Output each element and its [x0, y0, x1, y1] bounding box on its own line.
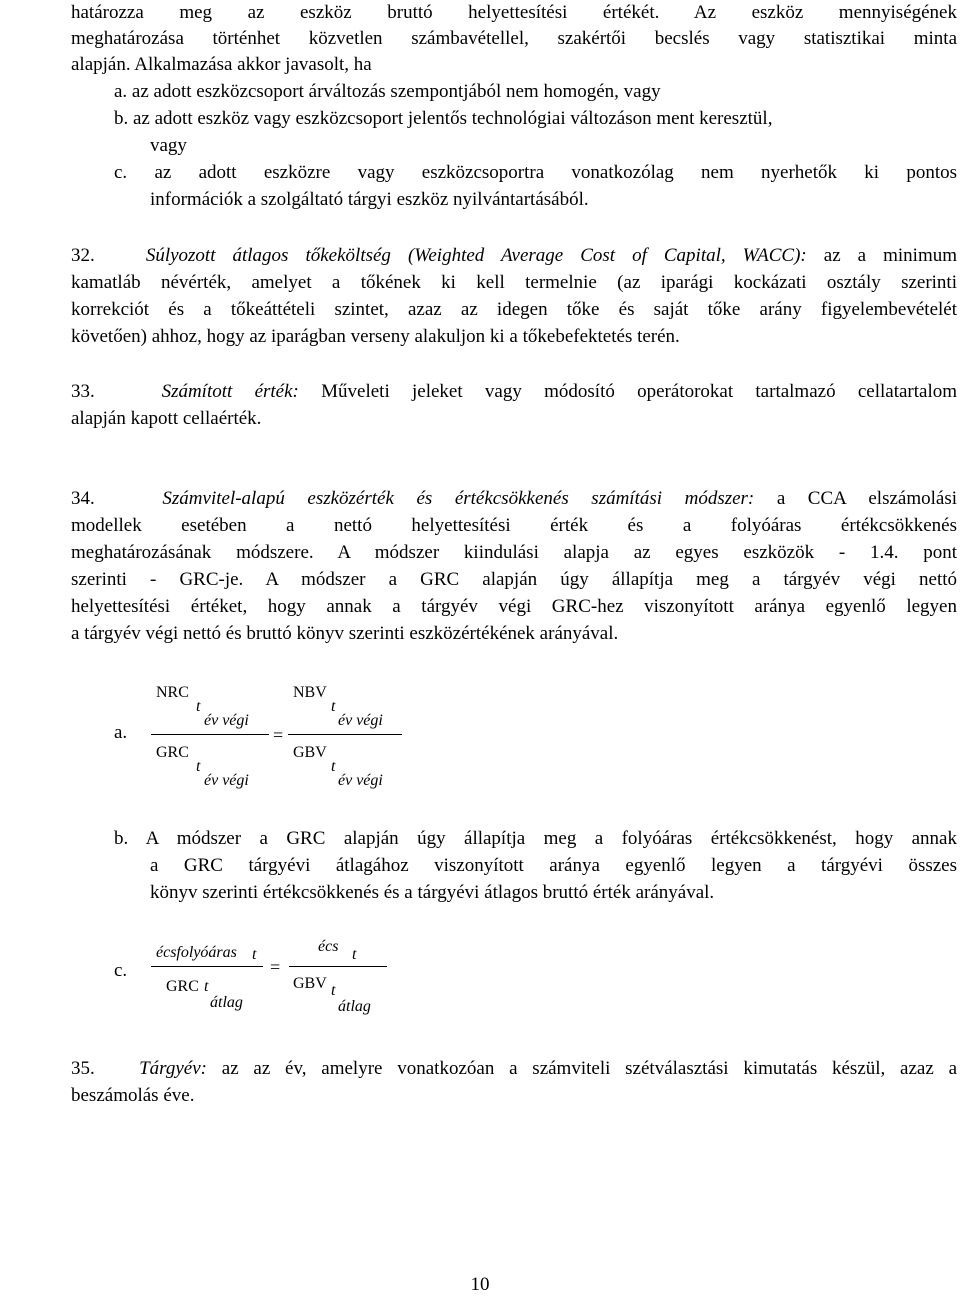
intro-line-2: meghatározása történhet közvetlen számbavétellel, szakértői becslés vagy statisztikai minta: [71, 28, 957, 49]
eq-c-fraction-bar-1: [151, 966, 263, 967]
eq-c-t3: t: [352, 946, 357, 963]
intro-line-3: alapján. Alkalmazása akkor javasolt, ha: [71, 54, 372, 75]
eq-a-nbv-sub: év végi: [338, 712, 383, 729]
eq-c-t1: t: [252, 946, 257, 963]
eq-a-t4: t: [331, 758, 336, 775]
definition-text: Műveleti jeleket vagy módosító operátorokat tartalmazó cellatartalom: [298, 381, 958, 402]
definition-34-line-2: modellek esetében a nettó helyettesítési érték és a folyóáras értékcsökkenés: [71, 515, 957, 536]
eq-a-equals: =: [273, 725, 284, 745]
eq-a-t2: t: [196, 758, 201, 775]
definition-text: az a minimum: [806, 245, 958, 266]
equation-a-label: a.: [114, 722, 128, 743]
list-item-b-para-3: könyv szerinti értékcsökkenés és a tárgyévi átlagos bruttó érték arányával.: [150, 882, 715, 903]
eq-c-gbv: GBV: [293, 975, 327, 992]
definition-35-line-1: [71, 1056, 957, 1082]
list-item-c-1: c. az adott eszközre vagy eszközcsoportra vonatkozólag nem nyerhetők ki pontos: [114, 162, 957, 183]
list-item-b-para-2: a GRC tárgyévi átlagához viszonyított aránya egyenlő legyen a tárgyévi összes: [150, 855, 957, 876]
definition-term: Számvitel-alapú eszközérték és értékcsökkenés számítási módszer:: [162, 488, 755, 509]
eq-c-grc-sub: átlag: [210, 994, 243, 1011]
eq-c-grc: GRC: [166, 978, 199, 995]
eq-c-ecs: écs: [318, 938, 339, 955]
definition-term: Tárgyév:: [139, 1058, 207, 1079]
definition-34-line-6: a tárgyév végi nettó és bruttó könyv szerinti eszközértékének arányával.: [71, 623, 619, 644]
eq-a-fraction-bar-2: [288, 734, 402, 735]
definition-number: 34.: [71, 488, 95, 509]
eq-c-equals: =: [270, 957, 281, 977]
definition-34-line-1: [71, 486, 957, 512]
definition-32-line-4: követően) ahhoz, hogy az iparágban verseny alakuljon ki a tőkebefektetés terén.: [71, 326, 680, 347]
definition-33-line-1: [71, 379, 957, 405]
eq-c-ecsfolyoaras: écsfolyóáras: [156, 944, 237, 961]
page-number: 10: [470, 1274, 490, 1295]
eq-a-nrc: NRC: [156, 684, 189, 701]
definition-number: 32.: [71, 245, 95, 266]
definition-text: a CCA elszámolási: [754, 488, 958, 509]
eq-a-gbv: GBV: [293, 744, 327, 761]
eq-a-nrc-sub: év végi: [204, 712, 249, 729]
definition-34-line-3: meghatározásának módszere. A módszer kiindulási alapja az egyes eszközök - 1.4. pont: [71, 542, 957, 563]
definition-34-line-4: szerinti - GRC-je. A módszer a GRC alapján úgy állapítja meg a tárgyév végi nettó: [71, 569, 957, 590]
definition-35-line-2: beszámolás éve.: [71, 1085, 195, 1106]
definition-term: Súlyozott átlagos tőkeköltség (Weighted Average Cost of Capital, WACC):: [145, 245, 807, 266]
eq-a-t1: t: [196, 698, 201, 715]
definition-number: 35.: [71, 1058, 95, 1079]
definition-32-line-1: [71, 243, 957, 269]
list-item-c-2: információk a szolgáltató tárgyi eszköz nyilvántartásából.: [150, 189, 589, 210]
intro-line-1: határozza meg az eszköz bruttó helyettesítési értékét. Az eszköz mennyiségének: [71, 2, 957, 23]
definition-33-line-2: alapján kapott cellaérték.: [71, 408, 262, 429]
eq-a-fraction-bar-1: [151, 734, 269, 735]
eq-a-t3: t: [331, 698, 336, 715]
eq-c-t2: t: [204, 978, 209, 995]
eq-a-grc: GRC: [156, 744, 189, 761]
eq-c-gbv-sub: átlag: [338, 998, 371, 1015]
eq-c-fraction-bar-2: [289, 966, 387, 967]
list-item-b-1: b. az adott eszköz vagy eszközcsoport jelentős technológiai változáson ment keresztül,: [114, 108, 773, 129]
eq-a-gbv-sub: év végi: [338, 772, 383, 789]
eq-c-t4: t: [331, 982, 336, 999]
list-item-a: a. az adott eszközcsoport árváltozás szempontjából nem homogén, vagy: [114, 81, 661, 102]
definition-term: Számított érték:: [161, 381, 299, 402]
list-item-b-2: vagy: [150, 135, 187, 156]
definition-text: az az év, amelyre vonatkozóan a számviteli szétválasztási kimutatás készül, azaz a: [206, 1058, 957, 1079]
equation-c-label: c.: [114, 960, 128, 981]
definition-34-line-5: helyettesítési értéket, hogy annak a tárgyév végi GRC-hez viszonyított aránya egyenlő legyen: [71, 596, 957, 617]
definition-32-line-3: korrekciót és a tőkeáttételi szintet, azaz az idegen tőke és saját tőke arány figyelembevételét: [71, 299, 957, 320]
eq-a-grc-sub: év végi: [204, 772, 249, 789]
list-item-b-para-1: b. A módszer a GRC alapján úgy állapítja meg a folyóáras értékcsökkenést, hogy annak: [114, 828, 957, 849]
definition-32-line-2: kamatláb névérték, amelyet a tőkének ki kell termelnie (az iparági kockázati osztály szerinti: [71, 272, 957, 293]
definition-number: 33.: [71, 381, 95, 402]
eq-a-nbv: NBV: [293, 684, 327, 701]
